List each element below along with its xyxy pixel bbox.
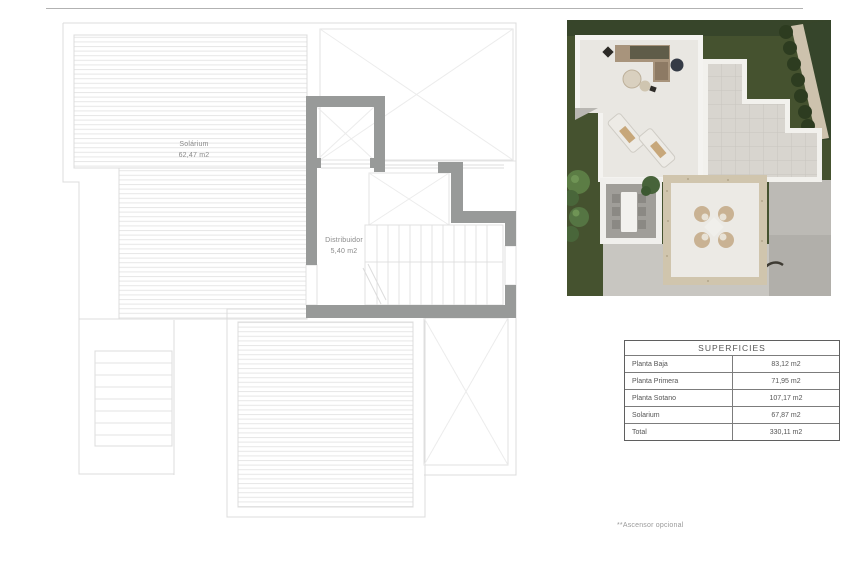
pouf-large <box>623 70 641 88</box>
table-row <box>625 356 839 373</box>
room-area: 62,47 m2 <box>178 152 210 159</box>
surfaces-table-title: SUPERFICIES <box>625 341 839 356</box>
solarium-deck-lower <box>238 322 413 507</box>
row-label: Total <box>625 424 733 440</box>
room-name: Distribuidor <box>325 237 363 244</box>
table-row <box>625 424 839 440</box>
row-label: Planta Primera <box>625 373 733 389</box>
table-row <box>625 390 839 407</box>
pouf-small <box>640 81 651 92</box>
table-row <box>625 407 839 424</box>
door-opening-right <box>505 246 516 285</box>
row-value: 71,95 m2 <box>771 377 801 385</box>
solarium-deck-mid <box>119 168 307 319</box>
row-value: 330,11 m2 <box>769 428 803 436</box>
row-value: 107,17 m2 <box>769 394 803 402</box>
aerial-render-photo <box>567 20 831 296</box>
room-name: Solárium <box>179 141 209 148</box>
row-label: Planta Baja <box>625 356 733 372</box>
plant-pot <box>671 59 684 72</box>
footnote: **Ascensor opcional <box>617 522 684 529</box>
pergola-dining <box>600 176 662 244</box>
room-label-distribuidor <box>300 235 388 257</box>
table-row <box>625 373 839 390</box>
lower-terrace <box>663 175 767 285</box>
row-value: 83,12 m2 <box>771 360 801 368</box>
surfaces-table <box>624 340 840 441</box>
room-label-solarium <box>150 139 238 161</box>
row-label: Solarium <box>625 407 733 423</box>
door-opening-left <box>306 265 317 305</box>
row-label: Planta Sotano <box>625 390 733 406</box>
room-area: 5,40 m2 <box>330 248 358 255</box>
row-value: 67,87 m2 <box>771 411 801 419</box>
